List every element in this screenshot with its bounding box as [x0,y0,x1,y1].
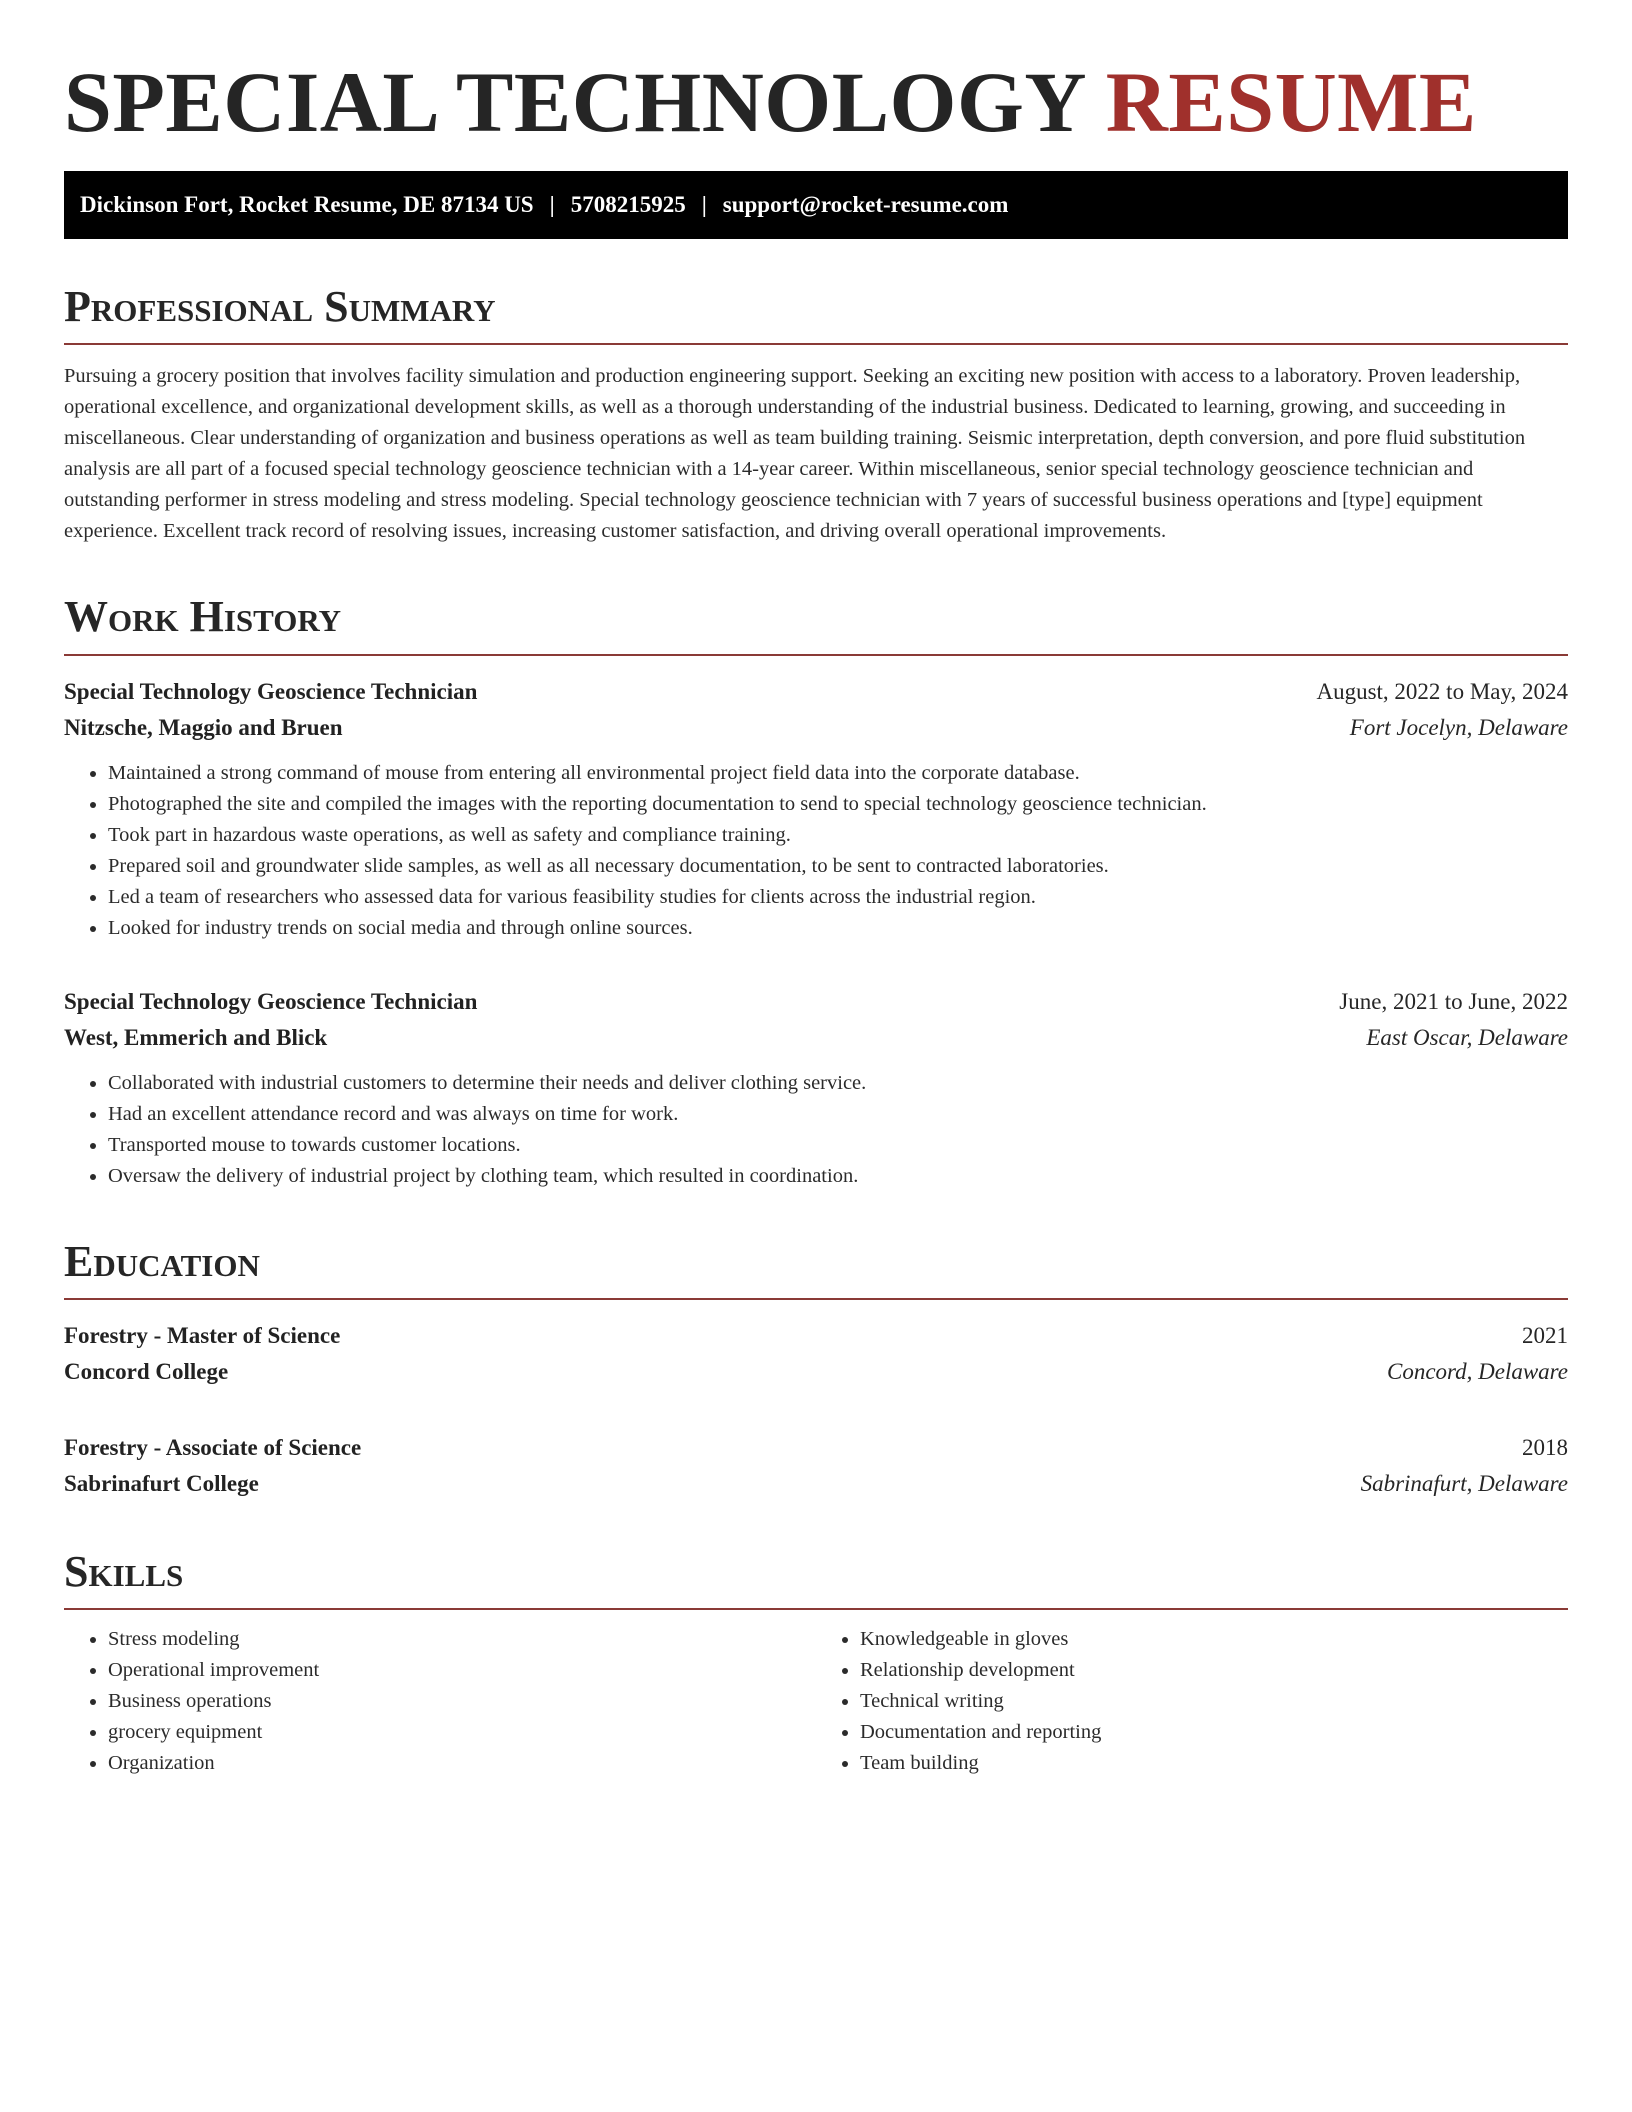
education-location: Sabrinafurt, Delaware [1360,1471,1568,1497]
job-location: Fort Jocelyn, Delaware [1349,714,1568,740]
list-item: • Took part in hazardous waste operations, as well as safety and compliance training. [108,820,1568,851]
list-item: • Prepared soil and groundwater slide samples, as well as all necessary documentation, to be sent to contracted laboratories. [108,851,1568,882]
job-dates: August, 2022 to May, 2024 [1316,678,1568,704]
skill-item: • Documentation and reporting [860,1717,1568,1748]
list-item: • Oversaw the delivery of industrial project by clothing team, which resulted in coordination. [108,1161,1568,1192]
skills-list [64,1624,1568,1779]
education-year: 2021 [1522,1323,1568,1349]
skills-heading: Skills [64,1548,1568,1610]
list-item: • Looked for industry trends on social media and through online sources. [108,913,1568,944]
summary-text: Pursuing a grocery position that involves facility simulation and production engineering support. Seeking an exciting new position with access to a laboratory. Proven leadership, operational excellence, and organizational development skills, as well as a thorough understanding of the industrial business. Dedicated to learning, growing, and succeeding in miscellaneous. Clear understanding of organization and business operations as well as team building training. Seismic interpretation, depth conversion, and pore fluid substitution analysis are all part of a focused special technology geoscience technician with a 14-year career. Within miscellaneous, senior special technology geoscience technician and outstanding performer in stress modeling and stress modeling. Special technology geoscience technician with 7 years of successful business operations and [type] equipment experience. Excellent track record of resolving issues, increasing customer satisfaction, and driving overall operational improvements. [64,365,1526,543]
skill-item: • grocery equipment [108,1717,816,1748]
skills-column-left [64,1624,816,1779]
contact-separator: | [701,191,707,217]
skill-item: • Relationship development [860,1655,1568,1686]
contact-email: support@rocket-resume.com [722,191,1009,217]
job-entry [64,984,1568,1192]
skill-item: • Business operations [108,1686,816,1717]
contact-bar [64,171,1568,239]
work-heading: Work History [64,593,1568,655]
job-bullets [64,1068,1568,1192]
list-item: • Photographed the site and compiled the images with the reporting documentation to send to special technology geoscience technician. [108,789,1568,820]
job-company: West, Emmerich and Blick [64,1024,328,1050]
contact-phone: 5708215925 [570,191,686,217]
education-school: Concord College [64,1359,229,1385]
skill-item: • Organization [108,1748,816,1779]
skill-item: • Team building [860,1748,1568,1779]
job-bullets [64,758,1568,944]
job-title: Special Technology Geoscience Technician [64,988,478,1014]
list-item: • Maintained a strong command of mouse from entering all environmental project field data into the corporate database. [108,758,1568,789]
education-school: Sabrinafurt College [64,1471,259,1497]
job-entry [64,674,1568,944]
skill-item: • Stress modeling [108,1624,816,1655]
education-entry [64,1430,1568,1502]
list-item: • Had an excellent attendance record and was always on time for work. [108,1099,1568,1130]
job-title: Special Technology Geoscience Technician [64,678,478,704]
list-item: • Transported mouse to towards customer locations. [108,1130,1568,1161]
job-dates: June, 2021 to June, 2022 [1339,988,1568,1014]
education-degree: Forestry - Master of Science [64,1323,341,1349]
skill-item: • Technical writing [860,1686,1568,1717]
summary-heading: Professional Summary [64,283,1568,345]
job-location: East Oscar, Delaware [1366,1024,1568,1050]
list-item: • Led a team of researchers who assessed data for various feasibility studies for clients across the industrial region. [108,882,1568,913]
title-main: SPECIAL TECHNOLOGY [64,54,1106,150]
list-item: • Collaborated with industrial customers to determine their needs and deliver clothing service. [108,1068,1568,1099]
skill-item: • Knowledgeable in gloves [860,1624,1568,1655]
skill-item: • Operational improvement [108,1655,816,1686]
education-heading: Education [64,1238,1568,1300]
education-entry [64,1318,1568,1390]
job-company: Nitzsche, Maggio and Bruen [64,714,343,740]
skills-column-right [816,1624,1568,1779]
resume-title [64,56,1568,149]
contact-address: Dickinson Fort, Rocket Resume, DE 87134 US [80,191,534,217]
contact-separator: | [549,191,555,217]
title-accent: RESUME [1105,54,1477,150]
education-year: 2018 [1522,1435,1568,1461]
education-degree: Forestry - Associate of Science [64,1435,362,1461]
education-location: Concord, Delaware [1386,1359,1568,1385]
